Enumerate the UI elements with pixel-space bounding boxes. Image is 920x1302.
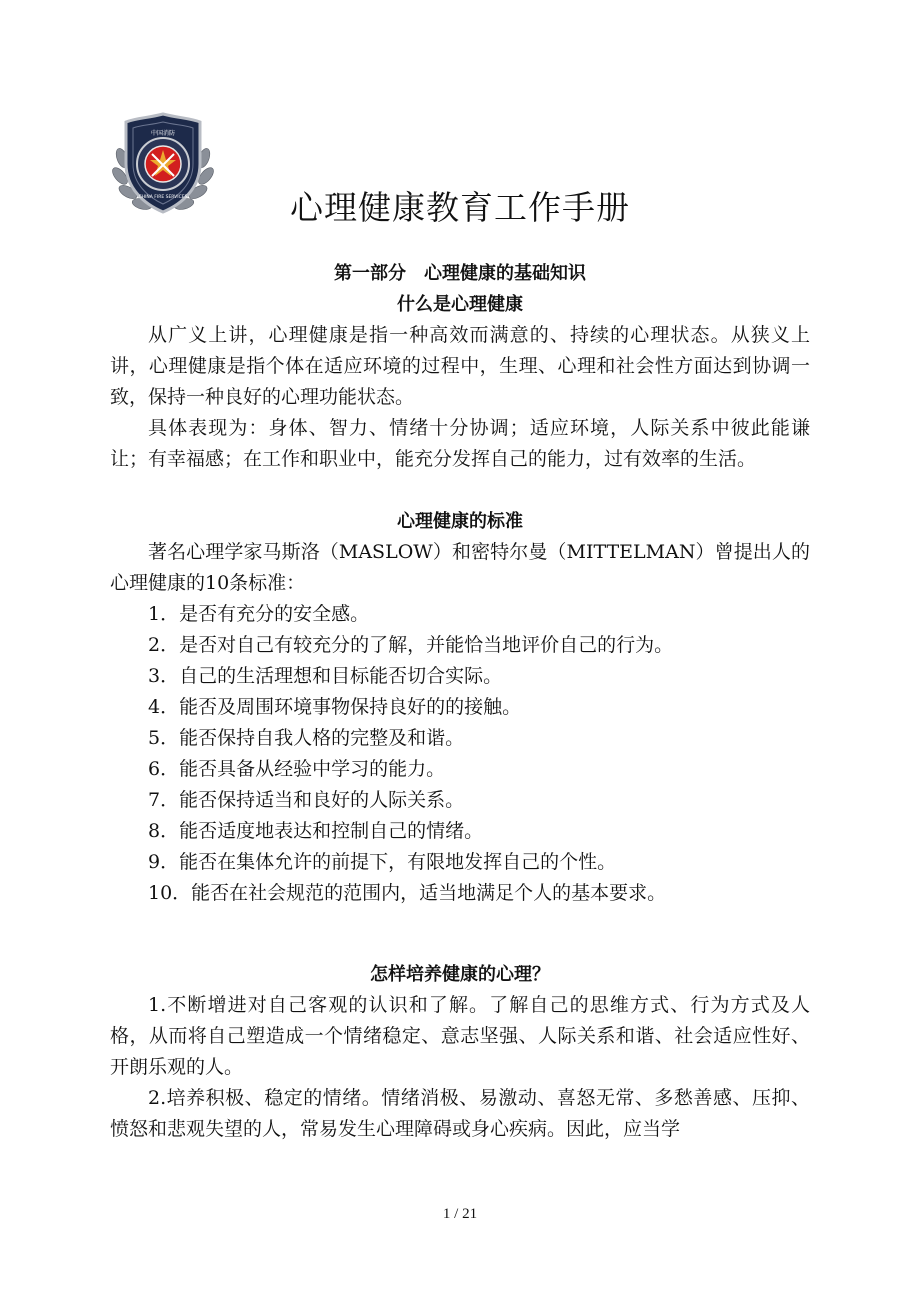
paragraph: 1.不断增进对自己客观的认识和了解。了解自己的思维方式、行为方式及人格，从而将自己塑造成一个情绪稳定、意志坚强、人际关系和谐、社会适应性好、开朗乐观的人。	[110, 994, 810, 1078]
section-heading: 怎样培养健康的心理？	[370, 964, 550, 985]
document-body	[110, 258, 810, 1145]
list-item: 4．能否及周围环境事物保持良好的的接触。	[148, 696, 522, 718]
svg-text:中国消防: 中国消防	[150, 130, 176, 137]
paragraph: 从广义上讲，心理健康是指一种高效而满意的、持续的心理状态。从狭义上讲，心理健康是指个体在适应环境的过程中，生理、心理和社会性方面达到协调一致，保持一种良好的心理功能状态。	[110, 324, 810, 408]
part-heading: 第一部分 心理健康的基础知识	[334, 263, 586, 284]
svg-text:CHINA FIRE SERVICES: CHINA FIRE SERVICES	[138, 195, 188, 200]
list-item: 8．能否适度地表达和控制自己的情绪。	[148, 820, 484, 842]
list-item: 2．是否对自己有较充分的了解，并能恰当地评价自己的行为。	[148, 634, 674, 656]
section-heading: 什么是心理健康	[397, 294, 523, 315]
list-item: 9．能否在集体允许的前提下，有限地发挥自己的个性。	[148, 851, 617, 873]
document-title: 心理健康教育工作手册	[290, 188, 630, 227]
page-number: 1 / 21	[442, 1206, 478, 1222]
paragraph: 2.培养积极、稳定的情绪。情绪消极、易激动、喜怒无常、多愁善感、压抑、愤怒和悲观失望的人，常易发生心理障碍或身心疾病。因此，应当学	[110, 1087, 810, 1140]
list-item: 6．能否具备从经验中学习的能力。	[148, 758, 446, 780]
section-heading: 心理健康的标准	[397, 511, 523, 532]
paragraph: 具体表现为：身体、智力、情绪十分协调；适应环境，人际关系中彼此能谦让；有幸福感；在工作和职业中，能充分发挥自己的能力，过有效率的生活。	[110, 417, 810, 470]
paragraph: 著名心理学家马斯洛（MASLOW）和密特尔曼（MITTELMAN）曾提出人的心理健康的10条标准：	[110, 541, 810, 594]
list-item: 10．能否在社会规范的范围内，适当地满足个人的基本要求。	[148, 882, 667, 904]
spacer	[110, 475, 810, 506]
spacer	[110, 909, 810, 959]
list-item: 1．是否有充分的安全感。	[148, 603, 370, 625]
list-item: 5．能否保持自我人格的完整及和谐。	[148, 727, 465, 749]
list-item: 7．能否保持适当和良好的人际关系。	[148, 789, 465, 811]
list-item: 3．自己的生活理想和目标能否切合实际。	[148, 665, 503, 687]
